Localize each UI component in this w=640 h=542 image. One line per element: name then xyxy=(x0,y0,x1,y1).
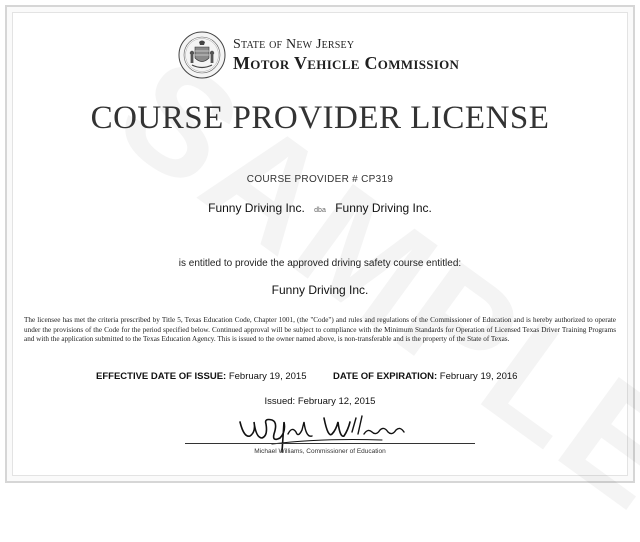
state-name: State of New Jersey xyxy=(233,37,355,52)
state-seal-icon xyxy=(178,31,226,79)
issued-date xyxy=(0,396,640,407)
dba-label: dba xyxy=(314,207,326,214)
page-title: COURSE PROVIDER LICENSE xyxy=(90,100,550,136)
licensee-name: Funny Driving Inc. xyxy=(208,201,305,215)
entitled-text: is entitled to provide the approved driving safety course entitled: xyxy=(178,258,462,269)
signature-line xyxy=(185,443,475,444)
effective-date-value: February 19, 2015 xyxy=(228,371,307,382)
license-terms-paragraph: The licensee has met the criteria prescribed by Title 5, Texas Education Code, Chapter 1001, (the "Code") and rules and regulations of the Commissioner of Education and is hereby authorized to operate under the provisions of the Code for the period specified below. Continued approval will be subject to compliance with the Minimum Standards for Operation of Licensed Texas Driver Training Programs and with the application submitted to the Texas Education Agency. This is issued to the owner named above, is non-transferable and is the property of the State of Texas. xyxy=(24,316,616,344)
agency-heading xyxy=(233,36,459,73)
licensee-names xyxy=(0,201,640,215)
provider-number: COURSE PROVIDER # CP319 xyxy=(246,174,394,185)
commission-name: Motor Vehicle Commission xyxy=(233,53,460,73)
dba-name: Funny Driving Inc. xyxy=(335,201,432,215)
issued-value: February 12, 2015 xyxy=(297,396,376,407)
effective-date xyxy=(96,371,306,382)
expiration-date xyxy=(333,371,517,382)
course-name: Funny Driving Inc. xyxy=(271,283,369,297)
effective-date-label: EFFECTIVE DATE OF ISSUE: xyxy=(96,371,227,382)
expiration-date-label: DATE OF EXPIRATION: xyxy=(333,371,438,382)
signer-name: Michael Williams, Commissioner of Education xyxy=(254,448,386,455)
issued-label: Issued: xyxy=(264,396,296,407)
expiration-date-value: February 19, 2016 xyxy=(439,371,518,382)
